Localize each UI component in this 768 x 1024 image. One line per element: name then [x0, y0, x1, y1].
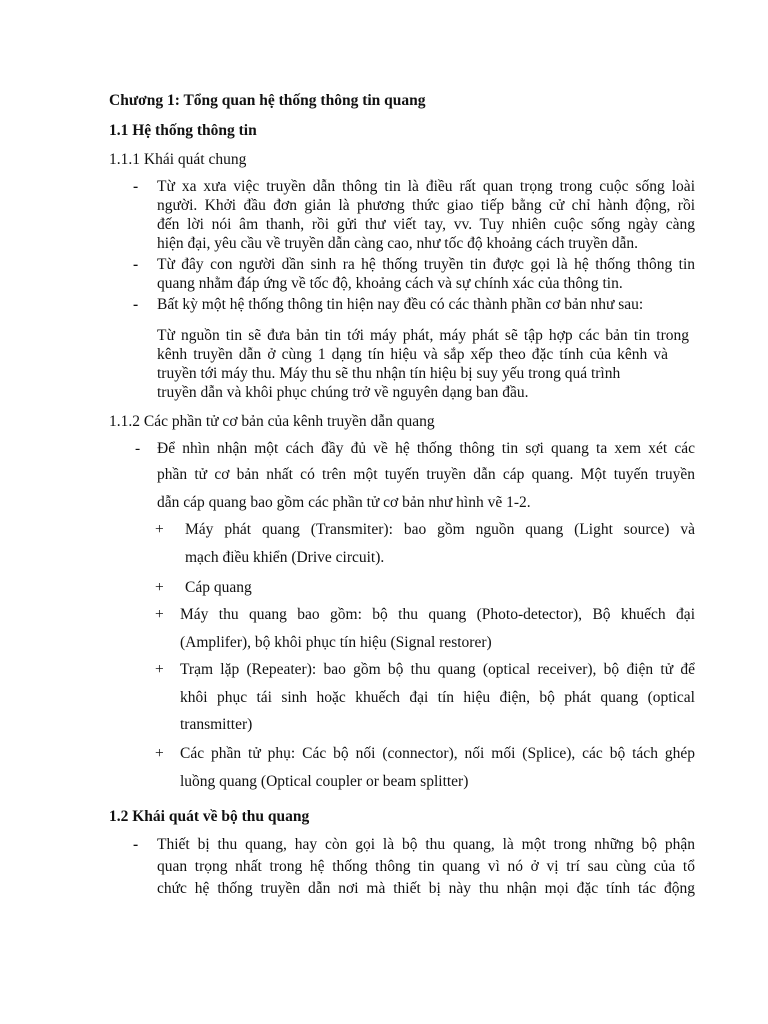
plus-line: Cáp quang — [185, 579, 252, 596]
plus-line: Trạm lặp (Repeater): bao gồm bộ thu quang (optical receiver), bộ điện tử để — [180, 661, 695, 678]
bullet-marker: - — [133, 256, 139, 273]
plus-marker: + — [155, 745, 164, 762]
subsection-heading-1-1-2: 1.1.2 Các phần tử cơ bản của kênh truyền dẫn quang — [109, 413, 435, 430]
bullet-line: quang nhằm đáp ứng về tốc độ, khoảng cách và sự chính xác của thông tin. — [157, 275, 623, 292]
plus-line: mạch điều khiển (Drive circuit). — [185, 549, 385, 566]
plus-line: transmitter) — [180, 716, 253, 733]
plus-line: Máy phát quang (Transmiter): bao gồm nguồn quang (Light source) và — [185, 521, 695, 538]
subsection-heading-1-1-1: 1.1.1 Khái quát chung — [109, 151, 247, 168]
plus-marker: + — [155, 661, 164, 678]
section-heading-1-1: 1.1 Hệ thống thông tin — [109, 122, 257, 139]
plus-line: Máy thu quang bao gồm: bộ thu quang (Photo-detector), Bộ khuếch đại — [180, 606, 695, 623]
plus-line: luồng quang (Optical coupler or beam splitter) — [180, 773, 469, 790]
bullet-line: chức hệ thống truyền dẫn nơi mà thiết bị này thu nhận mọi đặc tính tác động — [157, 880, 695, 897]
plus-line: (Amplifer), bộ khôi phục tín hiệu (Signal restorer) — [180, 634, 492, 651]
plus-line: khôi phục tái sinh hoặc khuếch đại tín hiệu điện, bộ phát quang (optical — [180, 689, 695, 706]
bullet-line: Để nhìn nhận một cách đầy đủ về hệ thống thông tin sợi quang ta xem xét các — [157, 440, 695, 457]
paragraph-line: truyền dẫn và khôi phục chúng trở về nguyên dạng ban đầu. — [157, 384, 529, 401]
bullet-marker: - — [135, 440, 141, 457]
bullet-line: Bất kỳ một hệ thống thông tin hiện nay đều có các thành phần cơ bản như sau: — [157, 296, 644, 313]
bullet-line: dẫn cáp quang bao gồm các phần tử cơ bản như hình vẽ 1-2. — [157, 494, 531, 511]
paragraph-line: Từ nguồn tin sẽ đưa bản tin tới máy phát, máy phát sẽ tập hợp các bản tin trong — [157, 327, 689, 344]
bullet-line: đến lời nói âm thanh, rồi gửi thư viết tay, vv. Tuy nhiên cuộc sống ngày càng — [157, 216, 695, 233]
plus-marker: + — [155, 579, 164, 596]
bullet-line: Thiết bị thu quang, hay còn gọi là bộ thu quang, là một trong những bộ phận — [157, 836, 695, 853]
paragraph-line: kênh truyền dẫn ở cùng 1 dạng tín hiệu và sắp xếp theo đặc tính của kênh và — [157, 346, 668, 363]
section-heading-1-2: 1.2 Khái quát về bộ thu quang — [109, 808, 310, 825]
plus-marker: + — [155, 606, 164, 623]
chapter-title: Chương 1: Tổng quan hệ thống thông tin quang — [109, 92, 426, 109]
bullet-line: quan trọng nhất trong hệ thống thông tin quang vì nó ở vị trí sau cùng của tổ — [157, 858, 695, 875]
plus-marker: + — [155, 521, 164, 538]
bullet-line: Từ xa xưa việc truyền dẫn thông tin là điều rất quan trọng trong cuộc sống loài — [157, 178, 695, 195]
plus-line: Các phần tử phụ: Các bộ nối (connector), nối mối (Splice), các bộ tách ghép — [180, 745, 695, 762]
bullet-marker: - — [133, 296, 139, 313]
paragraph-line: truyền tới máy thu. Máy thu sẽ thu nhận tín hiệu bị suy yếu trong quá trình — [157, 365, 621, 382]
bullet-marker: - — [133, 836, 139, 853]
bullet-line: hiện đại, yêu cầu về truyền dẫn càng cao, như tốc độ khoảng cách truyền dẫn. — [157, 235, 638, 252]
bullet-marker: - — [133, 178, 139, 195]
bullet-line: Từ đây con người dần sinh ra hệ thống truyền tin được gọi là hệ thống thông tin — [157, 256, 695, 273]
bullet-line: người. Khởi đầu đơn giản là phương thức giao tiếp bằng cử chỉ hành động, rồi — [157, 197, 695, 214]
bullet-line: phần tử cơ bản nhất có trên một tuyến truyền dẫn cáp quang. Một tuyến truyền — [157, 466, 695, 483]
